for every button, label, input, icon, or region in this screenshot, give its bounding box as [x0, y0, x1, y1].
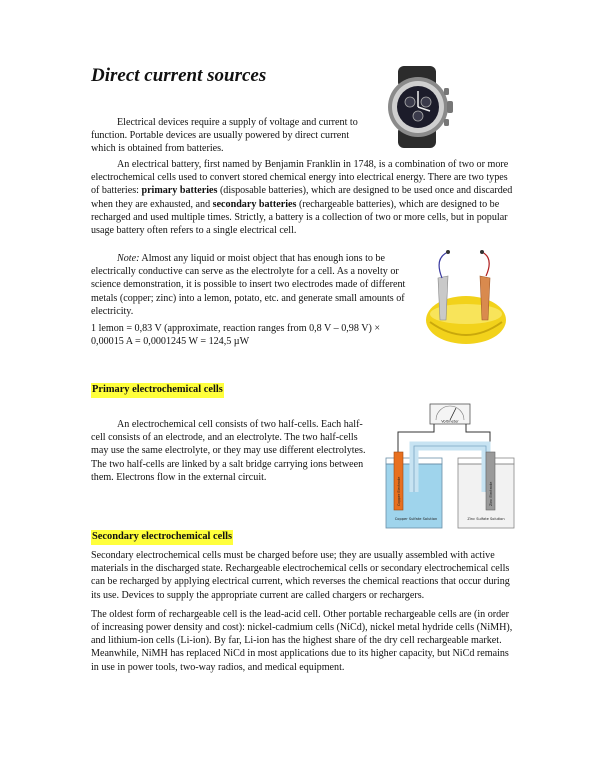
copper-solution-label: Copper Sulfate Solution	[394, 517, 438, 521]
primary-cells-paragraph	[91, 418, 373, 484]
section-primary-heading: Primary electrochemical cells	[91, 383, 224, 398]
formula-text: 1 lemon = 0,83 V (approximate, reaction ranges from 0,8 V – 0,98 V) × 0,00015 A = 0,0001245 W = 124,5 µW	[91, 323, 381, 348]
secondary-batteries-term: secondary batteries	[212, 198, 297, 210]
secondary-p2-text: The oldest form of rechargeable cell is the lead-acid cell. Other portable rechargeable cells are (in order of increasing power density and cost): nickel-cadmium cells (NiCd), nickel metal hydride cells (NiMH), and lithium-ion cells (Li-ion). By far, Li-ion has the highest share of the dry cell rechargeable market. Meanwhile, NiMH has replaced NiCd in most applications due to its higher capacity, but NiCd remains in use in power tools, two-way radios, and medical equipment.	[91, 608, 513, 673]
note-text	[91, 252, 413, 318]
battery-paragraph	[91, 158, 513, 237]
voltmeter-label: Voltmeter	[441, 419, 459, 424]
zinc-electrode-label: Zinc Electrode	[489, 481, 493, 506]
electrochemical-cell-diagram	[384, 402, 516, 530]
note-label: Note:	[117, 253, 140, 264]
watch-image	[368, 64, 472, 150]
p2-text	[91, 158, 513, 237]
p1-text: Electrical devices require a supply of voltage and current to function. Portable devices are usually powered by direct current which is obtained from batteries.	[91, 117, 358, 155]
secondary-cells-section	[91, 549, 515, 674]
lemon-battery-image	[420, 248, 512, 348]
primary-batteries-term: primary batteries	[141, 185, 218, 197]
page-title: Direct current sources	[91, 65, 267, 86]
secondary-p1-text: Secondary electrochemical cells must be charged before use; they are usually assembled with active materials in the discharged state. Rechargeable electrochemical cells or secondary electrochemical cells can be recharged by applying electrical current, which reverses the chemical reactions that occur during its use. Devices to supply the appropriate current are called chargers or rechargers.	[91, 550, 510, 601]
p2-part-a: An electrical battery, first named by Benjamin Franklin in 1748, is a combination of two or more electrochemical cells used to convert stored chemical energy into electrical energy. There are two types of batteries:	[91, 159, 509, 197]
note-paragraph	[91, 252, 413, 348]
copper-electrode-label: Copper Electrode	[397, 476, 401, 506]
zinc-solution-label: Zinc Sulfate Solution	[467, 517, 505, 521]
intro-paragraph	[91, 116, 373, 156]
primary-cells-text: An electrochemical cell consists of two half-cells. Each half-cell consists of an electrode, and an electrolyte. The two half-cells may use the same electrolyte, or they may use different electrolytes. The two half-cells are linked by a salt bridge carrying ions between them. Electrons flow in the external circuit.	[91, 419, 366, 483]
section-secondary-heading: Secondary electrochemical cells	[91, 530, 233, 545]
note-body: Almost any liquid or moist object that has enough ions to be electrically conductive can serve as the electrolyte for a cell. As a novelty or science demonstration, it is possible to insert two electrodes made of different metals (copper; zinc) into a lemon, potato, etc. and generate small amounts of electricity.	[91, 253, 406, 317]
p2-part-b: (disposable batteries), which are designed to be used once and discarded when they are exhausted, and	[91, 185, 513, 210]
p2-part-c: (rechargeable batteries), which are designed to be recharged and used multiple times. Strictly, a battery is a collection of two or more cells, but in popular usage battery often refers to a single electrical cell.	[91, 198, 508, 237]
